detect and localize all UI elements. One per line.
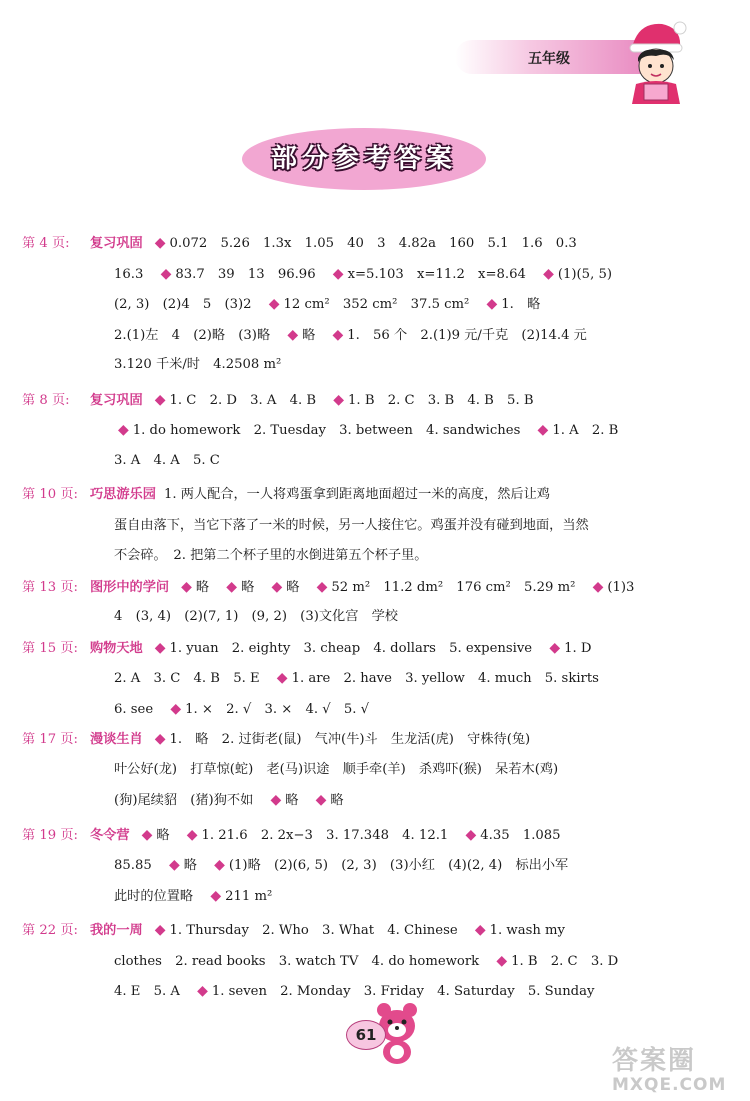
page-number-area — [342, 1000, 422, 1070]
page-label: 第 10 页: — [22, 487, 78, 502]
entry-page-10 — [22, 480, 732, 572]
section-title: 漫谈生肖 — [90, 732, 143, 747]
section-title: 复习巩固 — [90, 392, 143, 408]
entry-page-8 — [22, 385, 732, 477]
page-label: 第 22 页: — [22, 923, 78, 938]
entry-page-13 — [22, 572, 732, 633]
answer-line: 不会碎。 2. 把第二个杯子里的水倒进第五个杯子里。 — [114, 548, 428, 563]
diamond-bullet-icon: ◆ — [154, 391, 166, 408]
diamond-bullet-icon: ◆ — [268, 296, 280, 312]
diamond-bullet-icon: ◆ — [333, 391, 345, 408]
diamond-bullet-icon: ◆ — [226, 578, 238, 595]
watermark-logo — [612, 1040, 742, 1100]
diamond-bullet-icon: ◆ — [210, 887, 222, 904]
diamond-bullet-icon: ◆ — [270, 792, 282, 808]
diamond-bullet-icon: ◆ — [315, 792, 327, 808]
diamond-bullet-icon: ◆ — [316, 578, 328, 595]
page-label: 第 13 页: — [22, 579, 78, 595]
answer-line: ◆ 1. yuan 2. eighty 3. cheap 4. dollars 5. expensive ◆ 1. D — [154, 639, 592, 656]
section-title: 购物天地 — [90, 640, 143, 656]
diamond-bullet-icon: ◆ — [474, 922, 486, 938]
page-label: 第 4 页: — [22, 236, 70, 251]
diamond-bullet-icon: ◆ — [543, 265, 554, 282]
watermark-url: MXQE.COM — [612, 1075, 727, 1095]
answer-line: ◆ 略 ◆ 1. 21.6 2. 2x−3 3. 17.348 4. 12.1 ◆ 4.35 1.085 — [141, 826, 561, 843]
section-title: 我的一周 — [90, 923, 143, 938]
diamond-bullet-icon: ◆ — [141, 826, 153, 843]
diamond-bullet-icon: ◆ — [271, 578, 283, 595]
diamond-bullet-icon: ◆ — [197, 983, 208, 999]
diamond-bullet-icon: ◆ — [154, 922, 166, 938]
entry-page-22 — [22, 915, 732, 1007]
diamond-bullet-icon: ◆ — [537, 422, 549, 438]
diamond-bullet-icon: ◆ — [214, 857, 225, 873]
answer-line: 4. E 5. A ◆ 1. seven 2. Monday 3. Friday 4. Saturday 5. Sunday — [114, 983, 595, 999]
answer-line: (狗)尾续貂 (猪)狗不如 ◆ 略 ◆ 略 — [114, 792, 344, 808]
section-title: 图形中的学问 — [90, 579, 170, 595]
diamond-bullet-icon: ◆ — [168, 857, 180, 873]
page-title: 部分参考答案 — [270, 144, 457, 174]
diamond-bullet-icon: ◆ — [154, 639, 166, 656]
page-number: 61 — [346, 1020, 386, 1050]
answer-line: 此时的位置略 ◆ 211 m² — [114, 887, 273, 904]
answer-line: 蛋自由落下，当它下落了一米的时候，另一人接住它。鸡蛋并没有碰到地面，当然 — [114, 517, 589, 533]
answer-line: 6. see ◆ 1. × 2. √ 3. × 4. √ 5. √ — [114, 700, 370, 717]
girl-mascot-icon — [618, 18, 690, 106]
diamond-bullet-icon: ◆ — [170, 700, 182, 717]
page-label: 第 15 页: — [22, 640, 78, 656]
diamond-bullet-icon: ◆ — [160, 265, 172, 282]
diamond-bullet-icon: ◆ — [118, 422, 129, 438]
page-label: 第 17 页: — [22, 732, 78, 747]
answer-line: 85.85 ◆ 略 ◆ (1)略 (2)(6, 5) (2, 3) (3)小红 (4)(2, 4) 标出小军 — [114, 857, 569, 873]
diamond-bullet-icon: ◆ — [186, 826, 198, 843]
answer-line: clothes 2. read books 3. watch TV 4. do homework ◆ 1. B 2. C 3. D — [114, 952, 619, 969]
diamond-bullet-icon: ◆ — [276, 670, 288, 686]
watermark-text: 答案圈 — [612, 1046, 697, 1076]
page-label: 第 8 页: — [22, 392, 70, 408]
answer-line: ◆ 略 ◆ 略 ◆ 略 ◆ 52 m² 11.2 dm² 176 cm² 5.29 m² ◆ (1)3 — [181, 578, 635, 595]
answer-line: ◆ 1. Thursday 2. Who 3. What 4. Chinese ◆ 1. wash my — [154, 922, 565, 938]
answer-line: 3.120 千米/时 4.2508 m² — [114, 357, 282, 372]
section-title: 冬令营 — [90, 827, 130, 843]
diamond-bullet-icon: ◆ — [287, 326, 299, 343]
diamond-bullet-icon: ◆ — [181, 578, 192, 595]
answer-line: 16.3 ◆ 83.7 39 13 96.96 ◆ x=5.103 x=11.2 x=8.64 ◆ (1)(5, 5) — [114, 265, 612, 282]
grade-label: 五年级 — [528, 51, 570, 67]
answer-line: 2. A 3. C 4. B 5. E ◆ 1. are 2. have 3. yellow 4. much 5. skirts — [114, 670, 599, 686]
answer-line: 1. 两人配合，一人将鸡蛋拿到距离地面超过一米的高度，然后让鸡 — [163, 487, 550, 502]
diamond-bullet-icon: ◆ — [154, 235, 166, 251]
answer-line: ◆ 1. C 2. D 3. A 4. B ◆ 1. B 2. C 3. B 4. B 5. B — [154, 391, 534, 408]
answer-line: ◆ 1. 略 2. 过街老(鼠) 气冲(牛)斗 生龙活(虎) 守株待(兔) — [154, 731, 531, 747]
diamond-bullet-icon: ◆ — [592, 578, 604, 595]
page-label: 第 19 页: — [22, 827, 78, 843]
answer-line: 2.(1)左 4 (2)略 (3)略 ◆ 略 ◆ 1. 56 个 2.(1)9 元/千克 (2)14.4 元 — [114, 326, 587, 343]
diamond-bullet-icon: ◆ — [332, 265, 344, 282]
entry-page-4 — [22, 228, 732, 381]
answer-list — [22, 228, 732, 1007]
answer-line: 叶公好(龙) 打草惊(蛇) 老(马)识途 顺手牵(羊) 杀鸡吓(猴) 呆若木(鸡) — [114, 761, 559, 777]
answer-line: (2, 3) (2)4 5 (3)2 ◆ 12 cm² 352 cm² 37.5 cm² ◆ 1. 略 — [114, 296, 541, 312]
diamond-bullet-icon: ◆ — [486, 296, 498, 312]
answer-line: ◆ 1. do homework 2. Tuesday 3. between 4. sandwiches ◆ 1. A 2. B — [118, 422, 619, 438]
answer-line: 4 (3, 4) (2)(7, 1) (9, 2) (3)文化宫 学校 — [114, 609, 398, 624]
entry-page-15 — [22, 633, 732, 725]
section-title: 复习巩固 — [90, 236, 143, 251]
answer-line: ◆ 0.072 5.26 1.3x 1.05 40 3 4.82a 160 5.1 1.6 0.3 — [154, 235, 577, 251]
section-title: 巧思游乐园 — [90, 487, 156, 502]
diamond-bullet-icon: ◆ — [465, 826, 477, 843]
diamond-bullet-icon: ◆ — [549, 639, 561, 656]
diamond-bullet-icon: ◆ — [496, 952, 508, 969]
entry-page-17 — [22, 724, 732, 816]
entry-page-19 — [22, 820, 732, 912]
diamond-bullet-icon: ◆ — [332, 326, 344, 343]
answer-line: 3. A 4. A 5. C — [114, 452, 220, 468]
diamond-bullet-icon: ◆ — [154, 731, 166, 747]
